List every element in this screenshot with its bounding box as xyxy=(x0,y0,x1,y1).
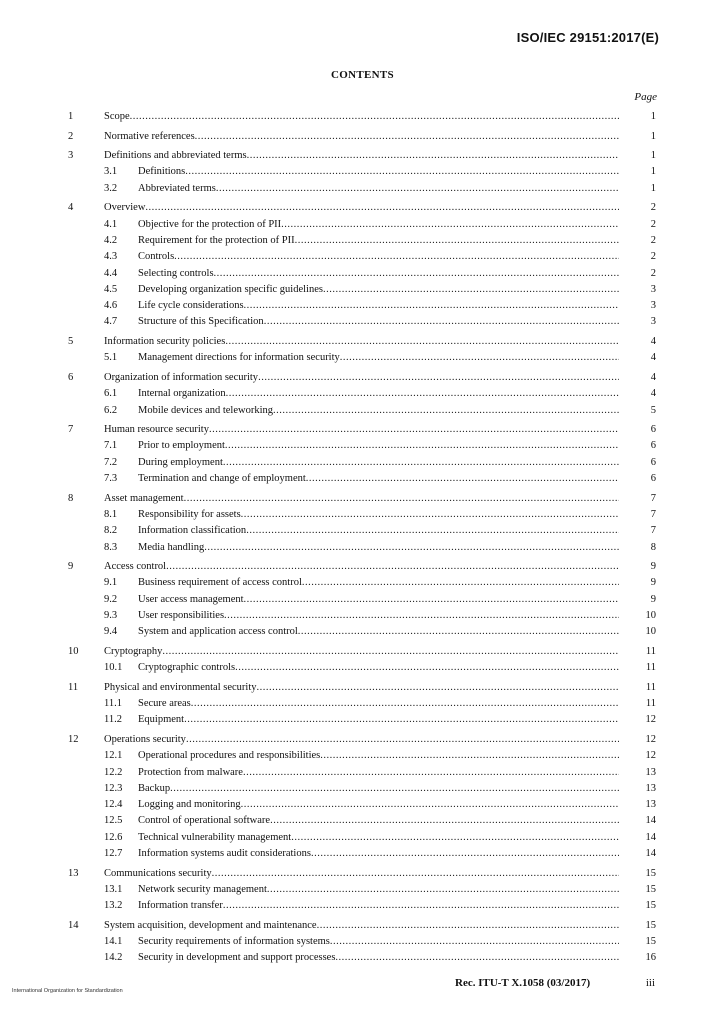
toc-entry-page: 11 xyxy=(645,681,656,693)
toc-entry-title: Definitions and abbreviated terms xyxy=(104,150,247,162)
toc-section xyxy=(0,680,725,729)
toc-entry-page: 10 xyxy=(645,626,656,638)
toc-entry-title: Media handling xyxy=(138,541,205,553)
toc-entry-title-leader xyxy=(138,314,619,330)
toc-entry-title-leader xyxy=(138,350,619,366)
toc-subentry[interactable] xyxy=(0,217,725,233)
toc-subentry[interactable] xyxy=(0,624,725,640)
toc-entry-title-leader xyxy=(104,148,619,164)
toc-entry-title-leader xyxy=(104,129,619,145)
toc-subentry[interactable] xyxy=(0,898,725,914)
toc-section xyxy=(0,866,725,915)
toc-entry-number: 13.2 xyxy=(104,900,123,912)
toc-section xyxy=(0,491,725,556)
toc-subentry[interactable] xyxy=(0,712,725,728)
toc-entry-title-leader xyxy=(104,422,619,438)
toc-entry-page: 2 xyxy=(650,202,656,214)
toc-entry-title-leader xyxy=(138,403,619,419)
toc-entry-number: 8.1 xyxy=(104,508,118,520)
toc-entry[interactable] xyxy=(0,422,725,438)
toc-entry-title-leader xyxy=(104,370,619,386)
toc-entry-number: 3.2 xyxy=(104,182,118,194)
toc-entry-page: 11 xyxy=(645,645,656,657)
toc-entry-number: 6.1 xyxy=(104,388,118,400)
toc-entry-number: 8.2 xyxy=(104,525,118,537)
toc-entry-title: Business requirement of access control xyxy=(138,577,302,589)
toc-entry[interactable] xyxy=(0,129,725,145)
toc-entry-title: Information transfer xyxy=(138,900,223,912)
toc-entry-title-leader xyxy=(138,950,619,966)
toc-entry-page: 1 xyxy=(650,130,656,142)
toc-entry-number: 14 xyxy=(68,919,79,931)
toc-entry-number: 2 xyxy=(68,130,74,142)
toc-entry-title-leader xyxy=(104,334,619,350)
toc-subentry[interactable] xyxy=(0,471,725,487)
toc-entry-title: Prior to employment xyxy=(138,440,225,452)
toc-entry-number: 7.2 xyxy=(104,456,118,468)
toc-entry-number: 9 xyxy=(68,561,74,573)
toc-entry-number: 4.6 xyxy=(104,300,118,312)
toc-entry-title: Security requirements of information systems xyxy=(138,936,330,948)
toc-entry-number: 12.6 xyxy=(104,831,123,843)
table-of-contents xyxy=(0,109,725,970)
toc-entry-title: Protection from malware xyxy=(138,766,243,778)
toc-entry-title-leader xyxy=(138,507,619,523)
toc-entry-page: 1 xyxy=(650,111,656,122)
toc-entry-page: 14 xyxy=(645,815,656,827)
toc-entry-title: Operational procedures and responsibilities xyxy=(138,750,321,762)
toc-subentry[interactable] xyxy=(0,523,725,539)
toc-entry-number: 7 xyxy=(68,424,74,436)
toc-entry-title-leader xyxy=(138,438,619,454)
toc-entry-number: 1 xyxy=(68,111,74,122)
footer-organization: International Organization for Standardization xyxy=(12,988,123,994)
toc-entry-page: 8 xyxy=(650,541,656,553)
toc-entry-title: Access control xyxy=(104,561,167,573)
toc-subentry[interactable] xyxy=(0,934,725,950)
toc-entry-title-leader xyxy=(138,249,619,265)
toc-entry-title: Termination and change of employment xyxy=(138,473,306,485)
toc-entry-title: Human resource security xyxy=(104,424,209,436)
toc-entry-title-leader xyxy=(138,455,619,471)
toc-entry-page: 2 xyxy=(650,267,656,279)
toc-entry-title-leader xyxy=(104,680,619,696)
toc-subentry[interactable] xyxy=(0,181,725,197)
toc-section xyxy=(0,370,725,419)
toc-section xyxy=(0,644,725,677)
toc-subentry[interactable] xyxy=(0,403,725,419)
toc-entry-number: 9.2 xyxy=(104,593,118,605)
toc-entry-title: Structure of this Specification xyxy=(138,316,264,328)
toc-subentry[interactable] xyxy=(0,748,725,764)
toc-entry-number: 12.4 xyxy=(104,799,123,811)
toc-entry-number: 5.1 xyxy=(104,352,118,364)
toc-entry-number: 11.1 xyxy=(104,698,122,710)
toc-entry-title: Developing organization specific guidelines xyxy=(138,283,323,295)
toc-entry-number: 4.2 xyxy=(104,234,118,246)
toc-entry-title: Information systems audit considerations xyxy=(138,848,311,860)
toc-section xyxy=(0,334,725,367)
toc-entry-page: 6 xyxy=(650,440,656,452)
toc-entry-page: 10 xyxy=(645,609,656,621)
toc-entry-page: 13 xyxy=(645,782,656,794)
toc-entry-page: 15 xyxy=(645,900,656,912)
toc-entry-number: 4.4 xyxy=(104,267,118,279)
toc-entry-title-leader xyxy=(138,575,619,591)
toc-subentry[interactable] xyxy=(0,608,725,624)
toc-entry-page: 9 xyxy=(650,593,656,605)
toc-entry-page: 12 xyxy=(645,750,656,762)
toc-entry-title-leader xyxy=(138,540,619,556)
toc-subentry[interactable] xyxy=(0,386,725,402)
toc-entry-title: Communications security xyxy=(104,867,212,879)
toc-subentry[interactable] xyxy=(0,830,725,846)
toc-subentry[interactable] xyxy=(0,575,725,591)
toc-entry-number: 9.3 xyxy=(104,609,118,621)
toc-entry-title-leader xyxy=(104,644,619,660)
toc-entry-title: Control of operational software xyxy=(138,815,271,827)
toc-entry-title: Internal organization xyxy=(138,388,226,400)
toc-section xyxy=(0,148,725,197)
toc-entry-page: 2 xyxy=(650,251,656,263)
toc-entry-page: 7 xyxy=(650,492,656,504)
toc-entry-title-leader xyxy=(138,592,619,608)
toc-entry-page: 9 xyxy=(650,561,656,573)
toc-subentry[interactable] xyxy=(0,882,725,898)
toc-entry[interactable] xyxy=(0,644,725,660)
toc-entry-title: During employment xyxy=(138,456,223,468)
toc-section xyxy=(0,918,725,967)
toc-entry-title-leader xyxy=(138,813,619,829)
toc-entry-page: 12 xyxy=(645,714,656,726)
toc-entry-page: 4 xyxy=(650,371,656,383)
toc-entry-page: 11 xyxy=(645,698,656,710)
toc-entry-number: 3 xyxy=(68,150,74,162)
toc-entry-title: Overview xyxy=(104,202,146,214)
toc-entry-title-leader xyxy=(138,164,619,180)
toc-entry-number: 9.1 xyxy=(104,577,118,589)
toc-entry-page: 12 xyxy=(645,733,656,745)
toc-entry-page: 7 xyxy=(650,508,656,520)
toc-entry-number: 12 xyxy=(68,733,79,745)
toc-entry-title-leader xyxy=(138,298,619,314)
toc-subentry[interactable] xyxy=(0,540,725,556)
footer-page-number: iii xyxy=(645,977,655,989)
toc-entry-title: Backup xyxy=(138,782,171,794)
toc-entry-page: 11 xyxy=(645,662,656,674)
toc-entry-title-leader xyxy=(138,882,619,898)
toc-entry-number: 12.5 xyxy=(104,815,123,827)
toc-entry-title: Abbreviated terms xyxy=(138,182,216,194)
toc-entry-number: 4.1 xyxy=(104,218,118,230)
toc-entry-number: 10.1 xyxy=(104,662,123,674)
toc-entry-title: System and application access control xyxy=(138,626,298,638)
toc-section xyxy=(0,559,725,640)
toc-entry-title-leader xyxy=(104,918,619,934)
toc-entry-title-leader xyxy=(138,712,619,728)
toc-entry-title-leader xyxy=(138,781,619,797)
toc-entry-title-leader xyxy=(138,830,619,846)
toc-entry-title: User access management xyxy=(138,593,244,605)
toc-entry-number: 12.3 xyxy=(104,782,123,794)
toc-entry-number: 9.4 xyxy=(104,626,118,638)
toc-entry-title-leader xyxy=(138,608,619,624)
toc-subentry[interactable] xyxy=(0,298,725,314)
toc-entry-page: 15 xyxy=(645,883,656,895)
toc-entry-number: 4 xyxy=(68,202,74,214)
toc-entry[interactable] xyxy=(0,918,725,934)
toc-subentry[interactable] xyxy=(0,765,725,781)
toc-entry[interactable] xyxy=(0,732,725,748)
toc-entry-page: 2 xyxy=(650,218,656,230)
toc-entry-number: 7.3 xyxy=(104,473,118,485)
toc-entry-title: Requirement for the protection of PII xyxy=(138,234,295,246)
toc-entry[interactable] xyxy=(0,491,725,507)
toc-section xyxy=(0,129,725,145)
toc-entry[interactable] xyxy=(0,559,725,575)
toc-entry-title: System acquisition, development and maintenance xyxy=(104,919,317,931)
toc-subentry[interactable] xyxy=(0,660,725,676)
toc-entry-number: 8 xyxy=(68,492,74,504)
toc-entry-title: Physical and environmental security xyxy=(104,681,257,693)
toc-entry-title: Management directions for information security xyxy=(138,352,340,364)
toc-entry-number: 6.2 xyxy=(104,404,118,416)
toc-entry-number: 6 xyxy=(68,371,74,383)
toc-section xyxy=(0,732,725,862)
toc-entry-number: 11 xyxy=(68,681,79,693)
toc-subentry[interactable] xyxy=(0,455,725,471)
toc-entry-number: 7.1 xyxy=(104,440,118,452)
toc-entry-title-leader xyxy=(138,934,619,950)
toc-entry-number: 11.2 xyxy=(104,714,122,726)
toc-entry-title-leader xyxy=(104,109,619,125)
toc-entry-title-leader xyxy=(138,523,619,539)
toc-entry-title-leader xyxy=(138,233,619,249)
toc-entry-title-leader xyxy=(138,386,619,402)
toc-subentry[interactable] xyxy=(0,781,725,797)
toc-entry-number: 12.1 xyxy=(104,750,123,762)
toc-subentry[interactable] xyxy=(0,266,725,282)
toc-entry[interactable] xyxy=(0,370,725,386)
toc-entry-number: 4.3 xyxy=(104,251,118,263)
contents-title: CONTENTS xyxy=(331,69,394,81)
toc-entry-title: Selecting controls xyxy=(138,267,214,279)
toc-entry-title-leader xyxy=(104,559,619,575)
toc-entry[interactable] xyxy=(0,334,725,350)
toc-entry-title: Scope xyxy=(104,111,130,122)
toc-entry[interactable] xyxy=(0,148,725,164)
toc-entry-title: Network security management xyxy=(138,883,267,895)
toc-entry-number: 8.3 xyxy=(104,541,118,553)
toc-section xyxy=(0,109,725,125)
toc-entry-title: Organization of information security xyxy=(104,371,259,383)
toc-entry-title-leader xyxy=(138,471,619,487)
toc-entry-title: Equipment xyxy=(138,714,185,726)
toc-subentry[interactable] xyxy=(0,350,725,366)
toc-entry-number: 14.2 xyxy=(104,952,123,964)
toc-entry-title-leader xyxy=(138,846,619,862)
toc-section xyxy=(0,200,725,330)
toc-entry-title-leader xyxy=(138,181,619,197)
footer-recommendation: Rec. ITU-T X.1058 (03/2017) xyxy=(455,977,591,989)
toc-subentry[interactable] xyxy=(0,592,725,608)
toc-entry-page: 7 xyxy=(650,525,656,537)
toc-entry-page: 1 xyxy=(650,182,656,194)
toc-entry-page: 4 xyxy=(650,352,656,364)
toc-entry-title: Objective for the protection of PII xyxy=(138,218,282,230)
toc-subentry[interactable] xyxy=(0,249,725,265)
toc-entry[interactable] xyxy=(0,866,725,882)
toc-entry-page: 5 xyxy=(650,404,656,416)
toc-entry-title: Information security policies xyxy=(104,336,226,348)
toc-entry-title-leader xyxy=(138,696,619,712)
toc-entry-title-leader xyxy=(138,660,619,676)
toc-entry-page: 3 xyxy=(650,316,656,328)
toc-subentry[interactable] xyxy=(0,846,725,862)
toc-entry-page: 6 xyxy=(650,424,656,436)
toc-entry-page: 15 xyxy=(645,919,656,931)
toc-entry-number: 12.7 xyxy=(104,848,123,860)
toc-entry-page: 14 xyxy=(645,848,656,860)
toc-entry-page: 15 xyxy=(645,867,656,879)
toc-entry-number: 14.1 xyxy=(104,936,123,948)
toc-entry-title: Operations security xyxy=(104,733,186,745)
toc-entry-page: 16 xyxy=(645,952,656,964)
toc-entry-title: Cryptographic controls xyxy=(138,662,236,674)
standard-identifier: ISO/IEC 29151:2017(E) xyxy=(516,30,659,45)
toc-entry-number: 12.2 xyxy=(104,766,123,778)
toc-entry-title-leader xyxy=(138,217,619,233)
toc-entry-title: Technical vulnerability management xyxy=(138,831,292,843)
toc-subentry[interactable] xyxy=(0,797,725,813)
toc-subentry[interactable] xyxy=(0,507,725,523)
toc-entry-title-leader xyxy=(138,266,619,282)
toc-entry-title-leader xyxy=(138,748,619,764)
toc-entry-title: Life cycle considerations xyxy=(138,300,244,312)
toc-subentry[interactable] xyxy=(0,164,725,180)
toc-entry-page: 6 xyxy=(650,473,656,485)
toc-entry-number: 10 xyxy=(68,645,79,657)
toc-entry-number: 13 xyxy=(68,867,79,879)
toc-subentry[interactable] xyxy=(0,813,725,829)
toc-entry-page: 3 xyxy=(650,283,656,295)
toc-entry-title: Secure areas xyxy=(138,698,191,710)
toc-entry-title-leader xyxy=(138,898,619,914)
toc-entry[interactable] xyxy=(0,109,725,125)
toc-entry-title-leader xyxy=(104,732,619,748)
toc-entry-title-leader xyxy=(138,282,619,298)
toc-entry-title: Cryptography xyxy=(104,645,163,657)
toc-entry-page: 1 xyxy=(650,166,656,178)
toc-entry-title-leader xyxy=(138,624,619,640)
toc-entry-title: Controls xyxy=(138,251,175,263)
toc-entry-title-leader xyxy=(104,866,619,882)
toc-entry-title-leader xyxy=(138,797,619,813)
toc-entry-title: Responsibility for assets xyxy=(138,508,241,520)
toc-entry-title-leader xyxy=(104,200,619,216)
toc-entry-page: 13 xyxy=(645,799,656,811)
toc-entry-number: 5 xyxy=(68,336,74,348)
toc-entry-title: Security in development and support processes xyxy=(138,952,336,964)
toc-entry-page: 13 xyxy=(645,766,656,778)
toc-entry-title: Mobile devices and teleworking xyxy=(138,404,274,416)
toc-entry-title-leader xyxy=(138,765,619,781)
toc-entry-page: 2 xyxy=(650,234,656,246)
toc-entry-page: 4 xyxy=(650,388,656,400)
toc-entry[interactable] xyxy=(0,680,725,696)
toc-entry-page: 15 xyxy=(645,936,656,948)
toc-subentry[interactable] xyxy=(0,282,725,298)
toc-entry-title: Logging and monitoring xyxy=(138,799,241,811)
toc-subentry[interactable] xyxy=(0,696,725,712)
toc-entry[interactable] xyxy=(0,200,725,216)
toc-section xyxy=(0,422,725,487)
toc-entry-page: 14 xyxy=(645,831,656,843)
toc-entry-number: 3.1 xyxy=(104,166,118,178)
toc-entry-number: 13.1 xyxy=(104,883,123,895)
toc-entry-title: Normative references xyxy=(104,130,195,142)
toc-entry-page: 9 xyxy=(650,577,656,589)
toc-entry-title: Asset management xyxy=(104,492,184,504)
toc-entry-number: 4.5 xyxy=(104,283,118,295)
toc-subentry[interactable] xyxy=(0,314,725,330)
toc-entry-number: 4.7 xyxy=(104,316,118,328)
toc-entry-page: 1 xyxy=(650,150,656,162)
toc-entry-title: Information classification xyxy=(138,525,247,537)
toc-entry-page: 3 xyxy=(650,300,656,312)
toc-subentry[interactable] xyxy=(0,233,725,249)
toc-entry-page: 6 xyxy=(650,456,656,468)
toc-subentry[interactable] xyxy=(0,950,725,966)
toc-entry-title: User responsibilities xyxy=(138,609,225,621)
page-column-label: Page xyxy=(634,91,657,103)
toc-entry-page: 4 xyxy=(650,336,656,348)
toc-entry-title-leader xyxy=(104,491,619,507)
toc-subentry[interactable] xyxy=(0,438,725,454)
toc-entry-title: Definitions xyxy=(138,166,186,178)
